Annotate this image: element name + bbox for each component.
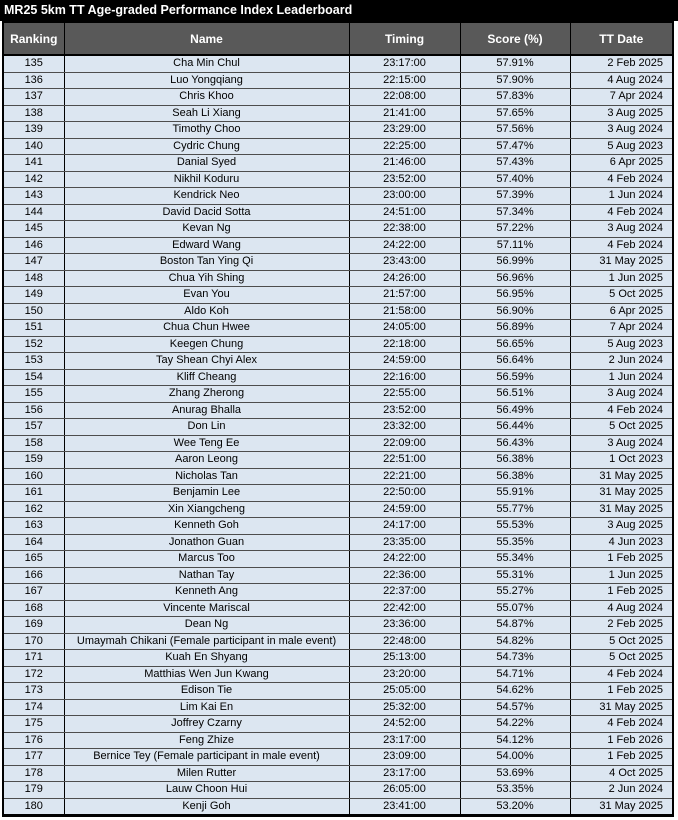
name-cell[interactable]: Kendrick Neo — [64, 188, 349, 205]
score-cell[interactable]: 53.20% — [460, 798, 570, 816]
timing-cell[interactable]: 24:26:00 — [349, 270, 460, 287]
timing-cell[interactable]: 21:41:00 — [349, 105, 460, 122]
score-cell[interactable]: 56.90% — [460, 303, 570, 320]
ranking-cell[interactable]: 168 — [3, 600, 64, 617]
name-cell[interactable]: Vincente Mariscal — [64, 600, 349, 617]
ranking-cell[interactable]: 166 — [3, 567, 64, 584]
name-cell[interactable]: Cha Min Chul — [64, 55, 349, 72]
ranking-cell[interactable]: 158 — [3, 435, 64, 452]
table-row — [3, 353, 673, 370]
name-cell[interactable]: Nikhil Koduru — [64, 171, 349, 188]
ranking-cell[interactable]: 171 — [3, 650, 64, 667]
score-cell[interactable]: 55.53% — [460, 518, 570, 535]
name-cell[interactable]: Benjamin Lee — [64, 485, 349, 502]
timing-cell[interactable]: 22:42:00 — [349, 600, 460, 617]
name-cell[interactable]: Aldo Koh — [64, 303, 349, 320]
tt-date-cell[interactable]: 4 Oct 2025 — [570, 765, 673, 782]
score-cell[interactable]: 53.35% — [460, 782, 570, 799]
tt-date-cell[interactable]: 1 Jun 2025 — [570, 270, 673, 287]
timing-cell[interactable]: 22:51:00 — [349, 452, 460, 469]
table-row — [3, 732, 673, 749]
timing-cell[interactable]: 21:46:00 — [349, 155, 460, 172]
timing-cell[interactable]: 23:17:00 — [349, 765, 460, 782]
ranking-cell[interactable]: 135 — [3, 55, 64, 72]
timing-cell[interactable]: 22:37:00 — [349, 584, 460, 601]
ranking-cell[interactable]: 137 — [3, 89, 64, 106]
name-cell[interactable]: Don Lin — [64, 419, 349, 436]
table-row — [3, 716, 673, 733]
name-cell[interactable]: Umaymah Chikani (Female participant in male event) — [64, 633, 349, 650]
timing-cell[interactable]: 21:58:00 — [349, 303, 460, 320]
score-cell[interactable]: 56.95% — [460, 287, 570, 304]
timing-cell[interactable]: 25:05:00 — [349, 683, 460, 700]
score-cell[interactable]: 54.82% — [460, 633, 570, 650]
name-cell[interactable]: Edison Tie — [64, 683, 349, 700]
score-cell[interactable]: 54.57% — [460, 699, 570, 716]
timing-cell[interactable]: 25:32:00 — [349, 699, 460, 716]
tt-date-cell[interactable]: 2 Feb 2025 — [570, 617, 673, 634]
score-cell[interactable]: 55.27% — [460, 584, 570, 601]
ranking-cell[interactable]: 154 — [3, 369, 64, 386]
table-row — [3, 55, 673, 72]
name-cell[interactable]: Nathan Tay — [64, 567, 349, 584]
score-cell[interactable]: 55.77% — [460, 501, 570, 518]
col-header-ranking[interactable]: Ranking — [3, 22, 64, 55]
tt-date-cell[interactable]: 3 Aug 2024 — [570, 122, 673, 139]
name-cell[interactable]: Dean Ng — [64, 617, 349, 634]
table-row — [3, 501, 673, 518]
name-cell[interactable]: Matthias Wen Jun Kwang — [64, 666, 349, 683]
name-cell[interactable]: Kenneth Goh — [64, 518, 349, 535]
table-row — [3, 782, 673, 799]
name-cell[interactable]: Nicholas Tan — [64, 468, 349, 485]
timing-cell[interactable]: 23:17:00 — [349, 55, 460, 72]
table-row — [3, 551, 673, 568]
tt-date-cell[interactable]: 4 Feb 2024 — [570, 237, 673, 254]
score-cell[interactable]: 56.99% — [460, 254, 570, 271]
timing-cell[interactable]: 23:17:00 — [349, 732, 460, 749]
timing-cell[interactable]: 22:15:00 — [349, 72, 460, 89]
name-cell[interactable]: Tay Shean Chyi Alex — [64, 353, 349, 370]
table-row — [3, 468, 673, 485]
tt-date-cell[interactable]: 4 Feb 2024 — [570, 666, 673, 683]
name-cell[interactable]: Luo Yongqiang — [64, 72, 349, 89]
score-cell[interactable]: 54.12% — [460, 732, 570, 749]
tt-date-cell[interactable]: 6 Apr 2025 — [570, 155, 673, 172]
ranking-cell[interactable]: 150 — [3, 303, 64, 320]
tt-date-cell[interactable]: 6 Apr 2025 — [570, 303, 673, 320]
tt-date-cell[interactable]: 3 Aug 2024 — [570, 435, 673, 452]
table-row — [3, 237, 673, 254]
table-row — [3, 699, 673, 716]
timing-cell[interactable]: 22:08:00 — [349, 89, 460, 106]
score-cell[interactable]: 54.87% — [460, 617, 570, 634]
table-row — [3, 452, 673, 469]
name-cell[interactable]: Bernice Tey (Female participant in male event) — [64, 749, 349, 766]
tt-date-cell[interactable]: 1 Feb 2026 — [570, 732, 673, 749]
tt-date-cell[interactable]: 3 Aug 2025 — [570, 105, 673, 122]
tt-date-cell[interactable]: 3 Aug 2024 — [570, 221, 673, 238]
tt-date-cell[interactable]: 4 Feb 2024 — [570, 402, 673, 419]
score-cell[interactable]: 57.34% — [460, 204, 570, 221]
table-row — [3, 683, 673, 700]
score-cell[interactable]: 57.56% — [460, 122, 570, 139]
score-cell[interactable]: 55.07% — [460, 600, 570, 617]
ranking-cell[interactable]: 165 — [3, 551, 64, 568]
timing-cell[interactable]: 22:16:00 — [349, 369, 460, 386]
ranking-cell[interactable]: 179 — [3, 782, 64, 799]
ranking-cell[interactable]: 177 — [3, 749, 64, 766]
ranking-cell[interactable]: 178 — [3, 765, 64, 782]
score-cell[interactable]: 57.39% — [460, 188, 570, 205]
ranking-cell[interactable]: 173 — [3, 683, 64, 700]
score-cell[interactable]: 53.69% — [460, 765, 570, 782]
name-cell[interactable]: Joffrey Czarny — [64, 716, 349, 733]
ranking-cell[interactable]: 164 — [3, 534, 64, 551]
name-cell[interactable]: Seah Li Xiang — [64, 105, 349, 122]
table-row — [3, 320, 673, 337]
timing-cell[interactable]: 23:29:00 — [349, 122, 460, 139]
tt-date-cell[interactable]: 5 Oct 2025 — [570, 419, 673, 436]
col-header-tt-date[interactable]: TT Date — [570, 22, 673, 55]
score-cell[interactable]: 56.59% — [460, 369, 570, 386]
table-row — [3, 749, 673, 766]
timing-cell[interactable]: 24:51:00 — [349, 204, 460, 221]
tt-date-cell[interactable]: 7 Apr 2024 — [570, 320, 673, 337]
tt-date-cell[interactable]: 4 Feb 2024 — [570, 716, 673, 733]
table-row — [3, 402, 673, 419]
tt-date-cell[interactable]: 5 Oct 2025 — [570, 633, 673, 650]
score-cell[interactable]: 57.83% — [460, 89, 570, 106]
table-row — [3, 204, 673, 221]
score-cell[interactable]: 55.34% — [460, 551, 570, 568]
tt-date-cell[interactable]: 31 May 2025 — [570, 468, 673, 485]
name-cell[interactable]: Jonathon Guan — [64, 534, 349, 551]
tt-date-cell[interactable]: 5 Aug 2023 — [570, 138, 673, 155]
tt-date-cell[interactable]: 1 Feb 2025 — [570, 683, 673, 700]
ranking-cell[interactable]: 148 — [3, 270, 64, 287]
ranking-cell[interactable]: 180 — [3, 798, 64, 816]
name-cell[interactable]: David Dacid Sotta — [64, 204, 349, 221]
score-cell[interactable]: 56.96% — [460, 270, 570, 287]
score-cell[interactable]: 56.44% — [460, 419, 570, 436]
ranking-cell[interactable]: 175 — [3, 716, 64, 733]
title-bar — [0, 0, 678, 21]
ranking-cell[interactable]: 167 — [3, 584, 64, 601]
leaderboard-table — [2, 21, 674, 817]
name-cell[interactable]: Marcus Too — [64, 551, 349, 568]
timing-cell[interactable]: 26:05:00 — [349, 782, 460, 799]
timing-cell[interactable]: 23:52:00 — [349, 402, 460, 419]
score-cell[interactable]: 56.49% — [460, 402, 570, 419]
col-header-name[interactable]: Name — [64, 22, 349, 55]
tt-date-cell[interactable]: 1 Feb 2025 — [570, 749, 673, 766]
score-cell[interactable]: 55.31% — [460, 567, 570, 584]
page-title: MR25 5km TT Age-graded Performance Index Leaderboard — [4, 3, 353, 17]
score-cell[interactable]: 56.51% — [460, 386, 570, 403]
ranking-cell[interactable]: 144 — [3, 204, 64, 221]
tt-date-cell[interactable]: 5 Oct 2025 — [570, 650, 673, 667]
timing-cell[interactable]: 22:09:00 — [349, 435, 460, 452]
score-cell[interactable]: 57.43% — [460, 155, 570, 172]
table-row — [3, 567, 673, 584]
ranking-cell[interactable]: 146 — [3, 237, 64, 254]
name-cell[interactable]: Timothy Choo — [64, 122, 349, 139]
timing-cell[interactable]: 24:05:00 — [349, 320, 460, 337]
table-row — [3, 254, 673, 271]
tt-date-cell[interactable]: 3 Aug 2024 — [570, 386, 673, 403]
timing-cell[interactable]: 22:48:00 — [349, 633, 460, 650]
ranking-cell[interactable]: 153 — [3, 353, 64, 370]
score-cell[interactable]: 57.22% — [460, 221, 570, 238]
ranking-cell[interactable]: 151 — [3, 320, 64, 337]
score-cell[interactable]: 56.65% — [460, 336, 570, 353]
timing-cell[interactable]: 23:43:00 — [349, 254, 460, 271]
table-row — [3, 336, 673, 353]
ranking-cell[interactable]: 159 — [3, 452, 64, 469]
timing-cell[interactable]: 23:09:00 — [349, 749, 460, 766]
ranking-cell[interactable]: 174 — [3, 699, 64, 716]
name-cell[interactable]: Wee Teng Ee — [64, 435, 349, 452]
ranking-cell[interactable]: 172 — [3, 666, 64, 683]
timing-cell[interactable]: 22:21:00 — [349, 468, 460, 485]
ranking-cell[interactable]: 161 — [3, 485, 64, 502]
name-cell[interactable]: Keegen Chung — [64, 336, 349, 353]
table-row — [3, 650, 673, 667]
score-cell[interactable]: 57.91% — [460, 55, 570, 72]
ranking-cell[interactable]: 152 — [3, 336, 64, 353]
tt-date-cell[interactable]: 1 Oct 2023 — [570, 452, 673, 469]
ranking-cell[interactable]: 157 — [3, 419, 64, 436]
score-cell[interactable]: 55.91% — [460, 485, 570, 502]
timing-cell[interactable]: 24:52:00 — [349, 716, 460, 733]
ranking-cell[interactable]: 139 — [3, 122, 64, 139]
timing-cell[interactable]: 24:22:00 — [349, 551, 460, 568]
tt-date-cell[interactable]: 5 Oct 2025 — [570, 287, 673, 304]
name-cell[interactable]: Zhang Zherong — [64, 386, 349, 403]
name-cell[interactable]: Feng Zhize — [64, 732, 349, 749]
table-row — [3, 485, 673, 502]
table-row — [3, 765, 673, 782]
ranking-cell[interactable]: 163 — [3, 518, 64, 535]
timing-cell[interactable]: 23:36:00 — [349, 617, 460, 634]
ranking-cell[interactable]: 141 — [3, 155, 64, 172]
name-cell[interactable]: Boston Tan Ying Qi — [64, 254, 349, 271]
table-row — [3, 435, 673, 452]
timing-cell[interactable]: 22:38:00 — [349, 221, 460, 238]
name-cell[interactable]: Chris Khoo — [64, 89, 349, 106]
timing-cell[interactable]: 22:50:00 — [349, 485, 460, 502]
score-cell[interactable]: 54.73% — [460, 650, 570, 667]
timing-cell[interactable]: 22:25:00 — [349, 138, 460, 155]
table-row — [3, 188, 673, 205]
table-row — [3, 72, 673, 89]
name-cell[interactable]: Kenneth Ang — [64, 584, 349, 601]
tt-date-cell[interactable]: 2 Jun 2024 — [570, 782, 673, 799]
ranking-cell[interactable]: 138 — [3, 105, 64, 122]
table-row — [3, 155, 673, 172]
table-row — [3, 584, 673, 601]
timing-cell[interactable]: 21:57:00 — [349, 287, 460, 304]
table-row — [3, 617, 673, 634]
score-cell[interactable]: 57.40% — [460, 171, 570, 188]
ranking-cell[interactable]: 147 — [3, 254, 64, 271]
timing-cell[interactable]: 23:00:00 — [349, 188, 460, 205]
score-cell[interactable]: 54.71% — [460, 666, 570, 683]
table-row — [3, 270, 673, 287]
score-cell[interactable]: 56.89% — [460, 320, 570, 337]
timing-cell[interactable]: 23:35:00 — [349, 534, 460, 551]
ranking-cell[interactable]: 142 — [3, 171, 64, 188]
table-row — [3, 518, 673, 535]
name-cell[interactable]: Kevan Ng — [64, 221, 349, 238]
timing-cell[interactable]: 24:59:00 — [349, 501, 460, 518]
timing-cell[interactable]: 23:52:00 — [349, 171, 460, 188]
score-cell[interactable]: 54.00% — [460, 749, 570, 766]
tt-date-cell[interactable]: 2 Jun 2024 — [570, 353, 673, 370]
table-row — [3, 798, 673, 816]
name-cell[interactable]: Kliff Cheang — [64, 369, 349, 386]
tt-date-cell[interactable]: 7 Apr 2024 — [570, 89, 673, 106]
table-row — [3, 303, 673, 320]
score-cell[interactable]: 57.90% — [460, 72, 570, 89]
table-row — [3, 633, 673, 650]
score-cell[interactable]: 54.62% — [460, 683, 570, 700]
tt-date-cell[interactable]: 2 Feb 2025 — [570, 55, 673, 72]
tt-date-cell[interactable]: 4 Jun 2023 — [570, 534, 673, 551]
timing-cell[interactable]: 22:18:00 — [349, 336, 460, 353]
tt-date-cell[interactable]: 31 May 2025 — [570, 699, 673, 716]
name-cell[interactable]: Anurag Bhalla — [64, 402, 349, 419]
score-cell[interactable]: 56.38% — [460, 468, 570, 485]
tt-date-cell[interactable]: 31 May 2025 — [570, 254, 673, 271]
name-cell[interactable]: Lim Kai En — [64, 699, 349, 716]
tt-date-cell[interactable]: 31 May 2025 — [570, 798, 673, 816]
ranking-cell[interactable]: 156 — [3, 402, 64, 419]
ranking-cell[interactable]: 145 — [3, 221, 64, 238]
ranking-cell[interactable]: 162 — [3, 501, 64, 518]
score-cell[interactable]: 55.35% — [460, 534, 570, 551]
tt-date-cell[interactable]: 4 Aug 2024 — [570, 72, 673, 89]
name-cell[interactable]: Chua Yih Shing — [64, 270, 349, 287]
score-cell[interactable]: 56.43% — [460, 435, 570, 452]
tt-date-cell[interactable]: 1 Jun 2024 — [570, 188, 673, 205]
tt-date-cell[interactable]: 3 Aug 2025 — [570, 518, 673, 535]
ranking-cell[interactable]: 143 — [3, 188, 64, 205]
tt-date-cell[interactable]: 4 Feb 2024 — [570, 171, 673, 188]
tt-date-cell[interactable]: 31 May 2025 — [570, 485, 673, 502]
ranking-cell[interactable]: 160 — [3, 468, 64, 485]
ranking-cell[interactable]: 155 — [3, 386, 64, 403]
name-cell[interactable]: Lauw Choon Hui — [64, 782, 349, 799]
timing-cell[interactable]: 23:32:00 — [349, 419, 460, 436]
table-row — [3, 386, 673, 403]
timing-cell[interactable]: 25:13:00 — [349, 650, 460, 667]
timing-cell[interactable]: 22:55:00 — [349, 386, 460, 403]
timing-cell[interactable]: 23:20:00 — [349, 666, 460, 683]
table-row — [3, 666, 673, 683]
table-row — [3, 89, 673, 106]
ranking-cell[interactable]: 149 — [3, 287, 64, 304]
timing-cell[interactable]: 22:36:00 — [349, 567, 460, 584]
score-cell[interactable]: 54.22% — [460, 716, 570, 733]
tt-date-cell[interactable]: 1 Jun 2025 — [570, 567, 673, 584]
name-cell[interactable]: Aaron Leong — [64, 452, 349, 469]
name-cell[interactable]: Kuah En Shyang — [64, 650, 349, 667]
table-body — [3, 55, 673, 816]
score-cell[interactable]: 57.11% — [460, 237, 570, 254]
table-row — [3, 105, 673, 122]
table-row — [3, 287, 673, 304]
score-cell[interactable]: 57.47% — [460, 138, 570, 155]
col-header-timing[interactable]: Timing — [349, 22, 460, 55]
name-cell[interactable]: Evan You — [64, 287, 349, 304]
table-row — [3, 369, 673, 386]
timing-cell[interactable]: 24:17:00 — [349, 518, 460, 535]
score-cell[interactable]: 56.38% — [460, 452, 570, 469]
name-cell[interactable]: Cydric Chung — [64, 138, 349, 155]
table-row — [3, 534, 673, 551]
table-row — [3, 171, 673, 188]
name-cell[interactable]: Kenji Goh — [64, 798, 349, 816]
ranking-cell[interactable]: 169 — [3, 617, 64, 634]
tt-date-cell[interactable]: 31 May 2025 — [570, 501, 673, 518]
tt-date-cell[interactable]: 4 Aug 2024 — [570, 600, 673, 617]
name-cell[interactable]: Chua Chun Hwee — [64, 320, 349, 337]
name-cell[interactable]: Danial Syed — [64, 155, 349, 172]
header-row — [3, 22, 673, 55]
tt-date-cell[interactable]: 1 Jun 2024 — [570, 369, 673, 386]
ranking-cell[interactable]: 170 — [3, 633, 64, 650]
ranking-cell[interactable]: 176 — [3, 732, 64, 749]
table-row — [3, 600, 673, 617]
score-cell[interactable]: 56.64% — [460, 353, 570, 370]
score-cell[interactable]: 57.65% — [460, 105, 570, 122]
table-row — [3, 419, 673, 436]
timing-cell[interactable]: 24:59:00 — [349, 353, 460, 370]
tt-date-cell[interactable]: 4 Feb 2024 — [570, 204, 673, 221]
col-header-score[interactable]: Score (%) — [460, 22, 570, 55]
name-cell[interactable]: Edward Wang — [64, 237, 349, 254]
tt-date-cell[interactable]: 5 Aug 2023 — [570, 336, 673, 353]
tt-date-cell[interactable]: 1 Feb 2025 — [570, 551, 673, 568]
table-row — [3, 122, 673, 139]
ranking-cell[interactable]: 136 — [3, 72, 64, 89]
name-cell[interactable]: Xin Xiangcheng — [64, 501, 349, 518]
tt-date-cell[interactable]: 1 Feb 2025 — [570, 584, 673, 601]
table-row — [3, 221, 673, 238]
name-cell[interactable]: Milen Rutter — [64, 765, 349, 782]
timing-cell[interactable]: 24:22:00 — [349, 237, 460, 254]
ranking-cell[interactable]: 140 — [3, 138, 64, 155]
table-row — [3, 138, 673, 155]
timing-cell[interactable]: 23:41:00 — [349, 798, 460, 816]
